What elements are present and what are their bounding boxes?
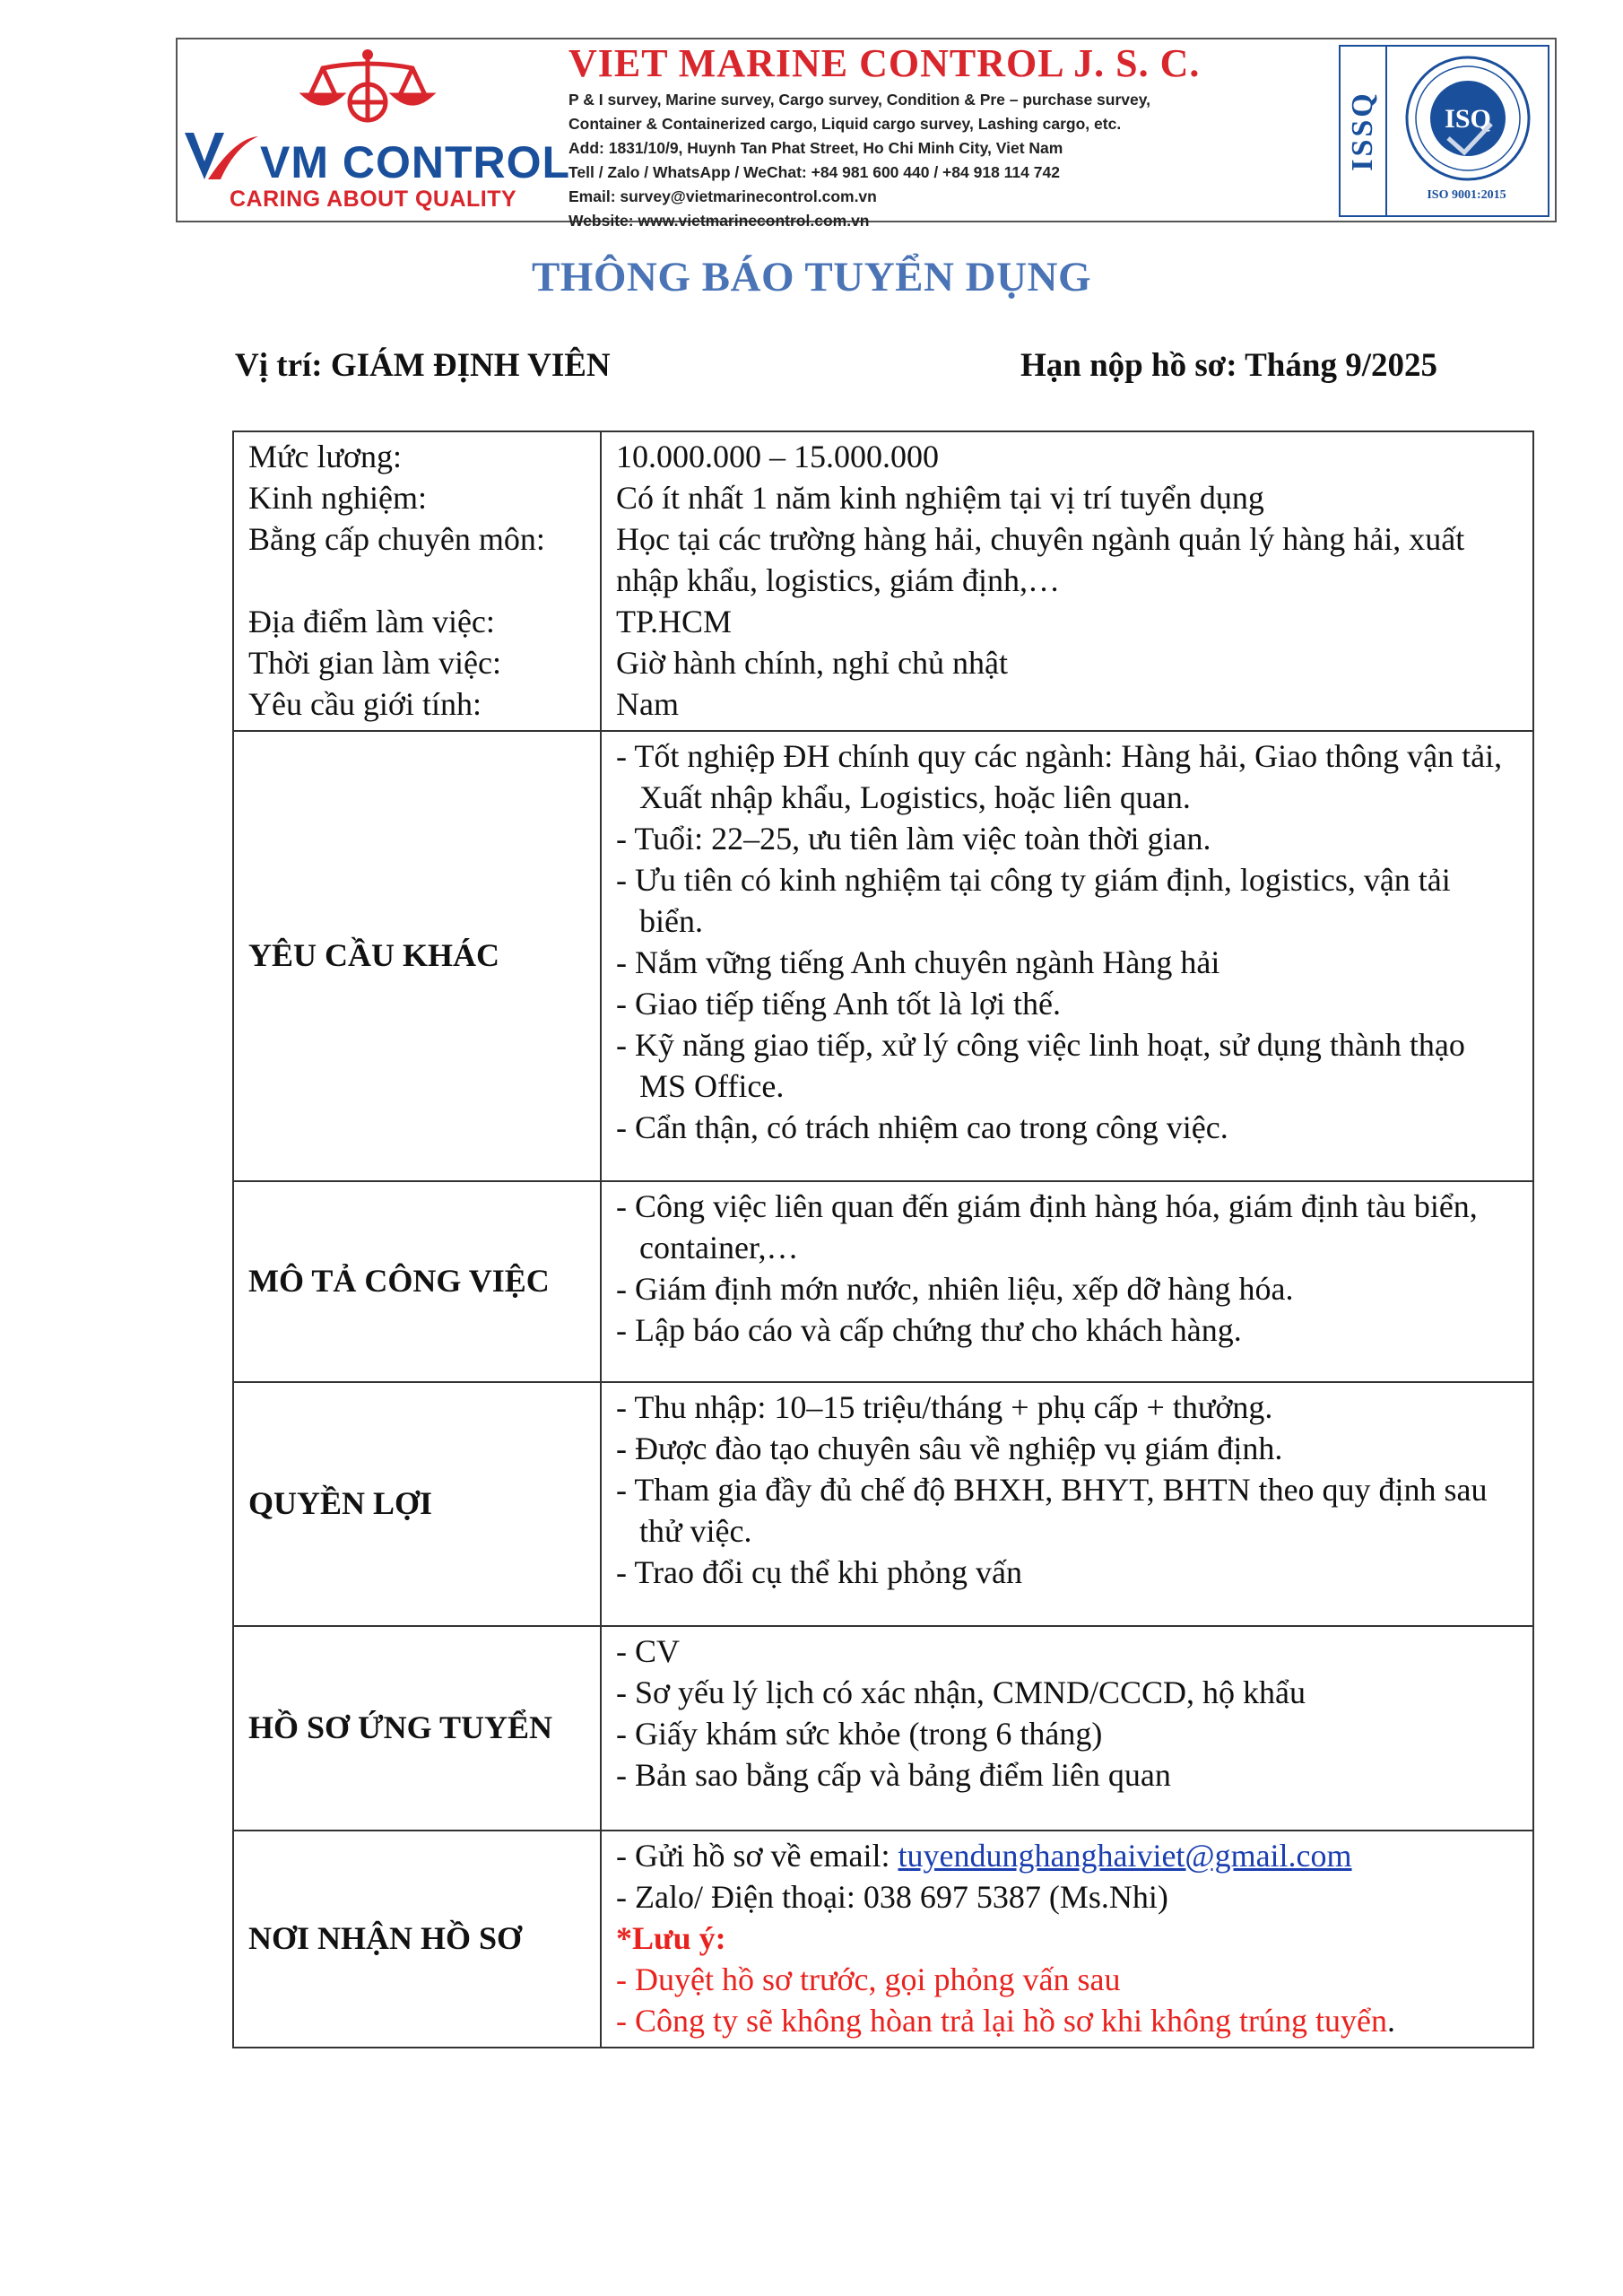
logo-text: VM CONTROL <box>260 137 571 187</box>
note-line: - Duyệt hồ sơ trước, gọi phỏng vấn sau <box>616 1961 1121 1997</box>
general-labels <box>233 431 601 731</box>
submission-label: NƠI NHẬN HỒ SƠ <box>233 1831 601 2048</box>
list-item: - CV <box>616 1631 1518 1672</box>
list-item: - Giám định mớn nước, nhiên liệu, xếp dỡ hàng hóa. <box>616 1268 1518 1309</box>
list-item: - Lập báo cáo và cấp chứng thư cho khách hàng. <box>616 1309 1518 1351</box>
gender-value: Nam <box>616 686 679 722</box>
experience-label: Kinh nghiệm: <box>248 480 427 516</box>
submission-content <box>601 1831 1533 2048</box>
iso-standard: ISO 9001:2015 <box>1427 188 1506 202</box>
phone-line: - Zalo/ Điện thoại: 038 697 5387 (Ms.Nhi) <box>616 1879 1168 1915</box>
documents-content <box>601 1626 1533 1831</box>
company-logo <box>181 43 571 219</box>
general-info-row <box>233 431 1533 731</box>
benefits-content <box>601 1382 1533 1626</box>
degree-value: Học tại các trường hàng hải, chuyên ngành quản lý hàng hải, xuất nhập khẩu, logistics, giám định,… <box>616 521 1465 598</box>
list-item: - Giấy khám sức khỏe (trong 6 tháng) <box>616 1713 1518 1754</box>
iso-seal-icon <box>1393 52 1543 185</box>
scales-icon <box>296 47 439 136</box>
description-row <box>233 1181 1533 1382</box>
salary-label: Mức lương: <box>248 439 403 474</box>
gender-label: Yêu cầu giới tính: <box>248 686 482 722</box>
list-item: - Thu nhập: 10–15 triệu/tháng + phụ cấp + thưởng. <box>616 1387 1518 1428</box>
company-website: Website: www.vietmarinecontrol.com.vn <box>568 212 870 230</box>
list-item: - Sơ yếu lý lịch có xác nhận, CMND/CCCD, hộ khẩu <box>616 1672 1518 1713</box>
list-item: - Giao tiếp tiếng Anh tốt là lợi thế. <box>616 983 1518 1024</box>
salary-value: 10.000.000 – 15.000.000 <box>616 439 939 474</box>
list-item: - Nắm vững tiếng Anh chuyên ngành Hàng hải <box>616 942 1518 983</box>
svg-text:ISQ: ISQ <box>1445 104 1491 134</box>
location-value: TP.HCM <box>616 604 733 639</box>
benefits-label: QUYỀN LỢI <box>233 1382 601 1626</box>
list-item: - Tham gia đầy đủ chế độ BHXH, BHYT, BHTN theo quy định sau thử việc. <box>616 1469 1518 1552</box>
email-line: - Gửi hồ sơ về email: tuyendunghanghaiviet@gmail.com <box>616 1838 1352 1874</box>
company-services-1: P & I survey, Marine survey, Cargo survey, Condition & Pre – purchase survey, <box>568 91 1151 109</box>
note-label: *Lưu ý: <box>616 1920 726 1956</box>
list-item: - Công việc liên quan đến giám định hàng hóa, giám định tàu biển, container,… <box>616 1186 1518 1268</box>
job-details-table <box>232 430 1534 2048</box>
letterhead <box>176 38 1557 230</box>
documents-row <box>233 1626 1533 1831</box>
list-item: - Bản sao bằng cấp và bảng điểm liên quan <box>616 1754 1518 1796</box>
list-item: - Tốt nghiệp ĐH chính quy các ngành: Hàng hải, Giao thông vận tải, Xuất nhập khẩu, Logistics, hoặc liên quan. <box>616 735 1518 818</box>
requirements-row <box>233 731 1533 1181</box>
company-info <box>568 41 1286 230</box>
hours-value: Giờ hành chính, nghỉ chủ nhật <box>616 645 1008 681</box>
company-name: VIET MARINE CONTROL J. S. C. <box>568 41 1201 85</box>
list-item: - Cẩn thận, có trách nhiệm cao trong công việc. <box>616 1107 1518 1148</box>
list-item: - Trao đổi cụ thể khi phỏng vấn <box>616 1552 1518 1593</box>
experience-value: Có ít nhất 1 năm kinh nghiệm tại vị trí tuyển dụng <box>616 480 1264 516</box>
company-email: Email: survey@vietmarinecontrol.com.vn <box>568 187 877 205</box>
general-values <box>601 431 1533 731</box>
application-deadline: Hạn nộp hồ sơ: Tháng 9/2025 <box>1020 347 1437 384</box>
company-services-2: Container & Containerized cargo, Liquid cargo survey, Lashing cargo, etc. <box>568 115 1122 133</box>
iso-certification <box>1339 45 1549 217</box>
company-phone: Tell / Zalo / WhatsApp / WeChat: +84 981 600 440 / +84 918 114 742 <box>568 163 1060 181</box>
list-item: - Ưu tiên có kinh nghiệm tại công ty giám định, logistics, vận tải biển. <box>616 859 1518 942</box>
requirements-content <box>601 731 1533 1181</box>
benefits-row <box>233 1382 1533 1626</box>
position-title: Vị trí: GIÁM ĐỊNH VIÊN <box>235 347 611 384</box>
issq-vertical-label: ISSQ <box>1341 47 1387 215</box>
description-content <box>601 1181 1533 1382</box>
documents-label: HỒ SƠ ỨNG TUYỂN <box>233 1626 601 1831</box>
list-item: - Kỹ năng giao tiếp, xử lý công việc linh hoạt, sử dụng thành thạo MS Office. <box>616 1024 1518 1107</box>
list-item: - Được đào tạo chuyên sâu về nghiệp vụ giám định. <box>616 1428 1518 1469</box>
email-link[interactable]: tuyendunghanghaiviet@gmail.com <box>898 1838 1352 1874</box>
logo-tagline: CARING ABOUT QUALITY <box>230 187 517 212</box>
note-line: - Công ty sẽ không hòan trả lại hồ sơ khi không trúng tuyển. <box>616 2003 1395 2039</box>
description-label: MÔ TẢ CÔNG VIỆC <box>233 1181 601 1382</box>
document-title: THÔNG BÁO TUYỂN DỤNG <box>531 254 1092 300</box>
hours-label: Thời gian làm việc: <box>248 645 501 681</box>
degree-label: Bằng cấp chuyên môn: <box>248 521 545 557</box>
location-label: Địa điểm làm việc: <box>248 604 495 639</box>
submission-row <box>233 1831 1533 2048</box>
requirements-label: YÊU CẦU KHÁC <box>233 731 601 1181</box>
company-address: Add: 1831/10/9, Huynh Tan Phat Street, Ho Chi Minh City, Viet Nam <box>568 139 1063 157</box>
list-item: - Tuổi: 22–25, ưu tiên làm việc toàn thời gian. <box>616 818 1518 859</box>
